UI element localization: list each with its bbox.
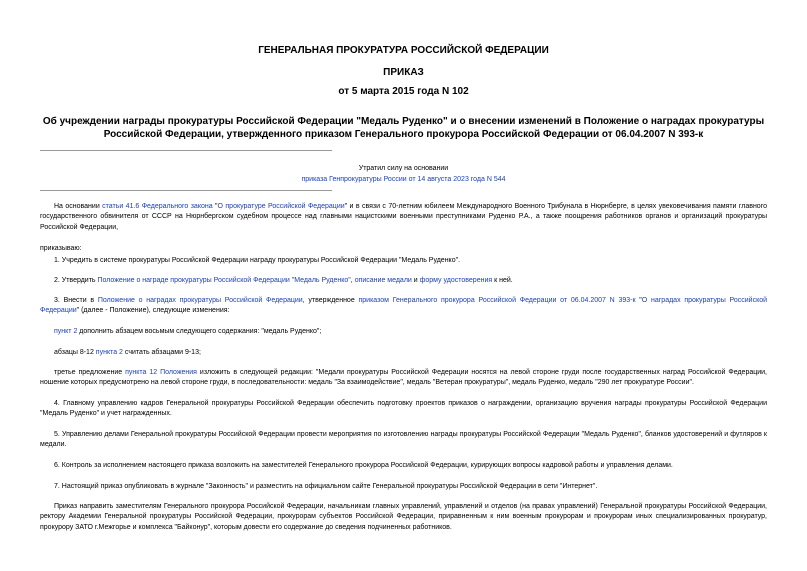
item-3-amend-2: абзацы 8-12 пункта 2 считать абзацами 9-13;	[54, 349, 201, 356]
prosecution-law-link[interactable]: О прокуратуре Российской Федерации	[217, 203, 345, 210]
date-line: от 5 марта 2015 года N 102	[338, 86, 469, 97]
clause-2-link[interactable]: пункт 2	[54, 328, 78, 335]
status-note: Утратил силу на основании	[358, 165, 449, 172]
awards-order-title-link[interactable]: О наградах прокуратуры Российской Федерации	[40, 297, 768, 315]
status-link-line	[0, 176, 807, 183]
item-1: 1. Учредить в системе прокуратуры Российской Федерации награду прокуратуры Российской Федерации "Медаль Руденко".	[54, 257, 461, 264]
medal-description-link[interactable]: описание медали	[354, 277, 412, 284]
item-2: 2. Утвердить Положение о награде прокуратуры Российской Федерации "Медаль Руденко", описание медали и форму удостоверения к ней.	[54, 277, 513, 284]
awards-regulation-link[interactable]: Положение о наградах прокуратуры Российской Федерации	[97, 297, 303, 304]
final-paragraph: Приказ направить заместителям Генерального прокурора Российской Федерации, начальникам главных управлений, управлений и отделов (на правах управлений) Генеральной прокуратуры Российской Федерации, ректору Академии Генеральной прокуратуры Российской Федерации, прокурорам субъектов Российской Федерации, приравненным к ним военным прокурорам и прокурорам иных специализированных прокуратур, прокурору ЗАТО г.Межгорье и комплекса "Байконур", которым довести его содержание до сведения подчиненных работников.	[40, 503, 767, 531]
medal-regulation-link[interactable]: Положение о награде прокуратуры Российской Федерации "Медаль Руденко"	[97, 277, 351, 284]
clause-2-link-2[interactable]: пункта 2	[95, 349, 123, 356]
item-3-amend-1: пункт 2 дополнить абзацем восьмым следующего содержания: "медаль Руденко";	[54, 328, 322, 335]
preamble-paragraph: На основании статьи 41.6 Федерального закона "О прокуратуре Российской Федерации" и в связи с 70-летним юбилеем Международного Военного Трибунала в Нюрнберге, в целях увековечивания памяти главного государственного обвинителя от СССР на Нюрнбергском судебном процессе над главными нацистскими военными преступниками Руденко Р.А., а также поощрения работников органов и организаций прокуратуры Российской Федерации,	[40, 203, 767, 231]
order-word: приказываю:	[40, 245, 82, 252]
article-41-6-link[interactable]: статьи 41.6 Федерального закона	[102, 203, 213, 210]
item-3-amend-3: третье предложение пункта 12 Положения изложить в следующей редакции: "Медали прокуратуры Российской Федерации носятся на левой стороне груди после государственных наград Российской Федерации, ношение которых предусмотрено на левой стороне груди, в последовательности: медаль "За взаимодействие", медаль "Ветеран прокуратуры", медаль Руденко, медаль "290 лет прокуратуре России".	[40, 369, 768, 387]
top-divider	[40, 150, 332, 151]
item-6: 6. Контроль за исполнением настоящего приказа возложить на заместителей Генерального прокурора Российской Федерации, курирующих вопросы кадровой работы и управления делами.	[54, 462, 673, 469]
doc-type-heading: ПРИКАЗ	[383, 67, 424, 78]
item-4: 4. Главному управлению кадров Генеральной прокуратуры Российской Федерации обеспечить подготовку проектов приказов о награждении, организацию вручения награды прокуратуры Российской Федерации "Медаль Руденко" и учет награжденных.	[40, 400, 767, 418]
bottom-divider	[40, 190, 332, 191]
order-393k-link[interactable]: приказом Генерального прокурора Российской Федерации от 06.04.2007 N 393-к	[358, 297, 636, 304]
repeal-order-link[interactable]: приказа Генпрокуратуры России от 14 августа 2023 года N 544	[301, 176, 506, 183]
certificate-form-link[interactable]: форму удостоверения	[419, 277, 493, 284]
document-title: Об учреждении награды прокуратуры Российской Федерации "Медаль Руденко" и о внесении изменений в Положение о наградах прокуратуры Российской Федерации, утвержденного приказом Генерального прокурора Российской Федерации от 06.04.2007 N 393-к	[42, 116, 765, 140]
item-3: 3. Внести в Положение о наградах прокуратуры Российской Федерации, утвержденное приказом Генерального прокурора Российской Федерации от 06.04.2007 N 393-к "О наградах прокуратуры Российской Федерации" (далее - Положение), следующие изменения:	[40, 297, 768, 315]
item-5: 5. Управлению делами Генеральной прокуратуры Российской Федерации провести мероприятия по изготовлению награды прокуратуры Российской Федерации "Медаль Руденко", бланков удостоверений и футляров к медали.	[40, 431, 767, 449]
clause-12-link[interactable]: пункта 12 Положения	[125, 369, 197, 376]
org-heading: ГЕНЕРАЛЬНАЯ ПРОКУРАТУРА РОССИЙСКОЙ ФЕДЕРАЦИИ	[258, 45, 549, 56]
item-7: 7. Настоящий приказ опубликовать в журнале "Законность" и разместить на официальном сайте Генеральной прокуратуры Российской Федерации в сети "Интернет".	[54, 483, 598, 490]
